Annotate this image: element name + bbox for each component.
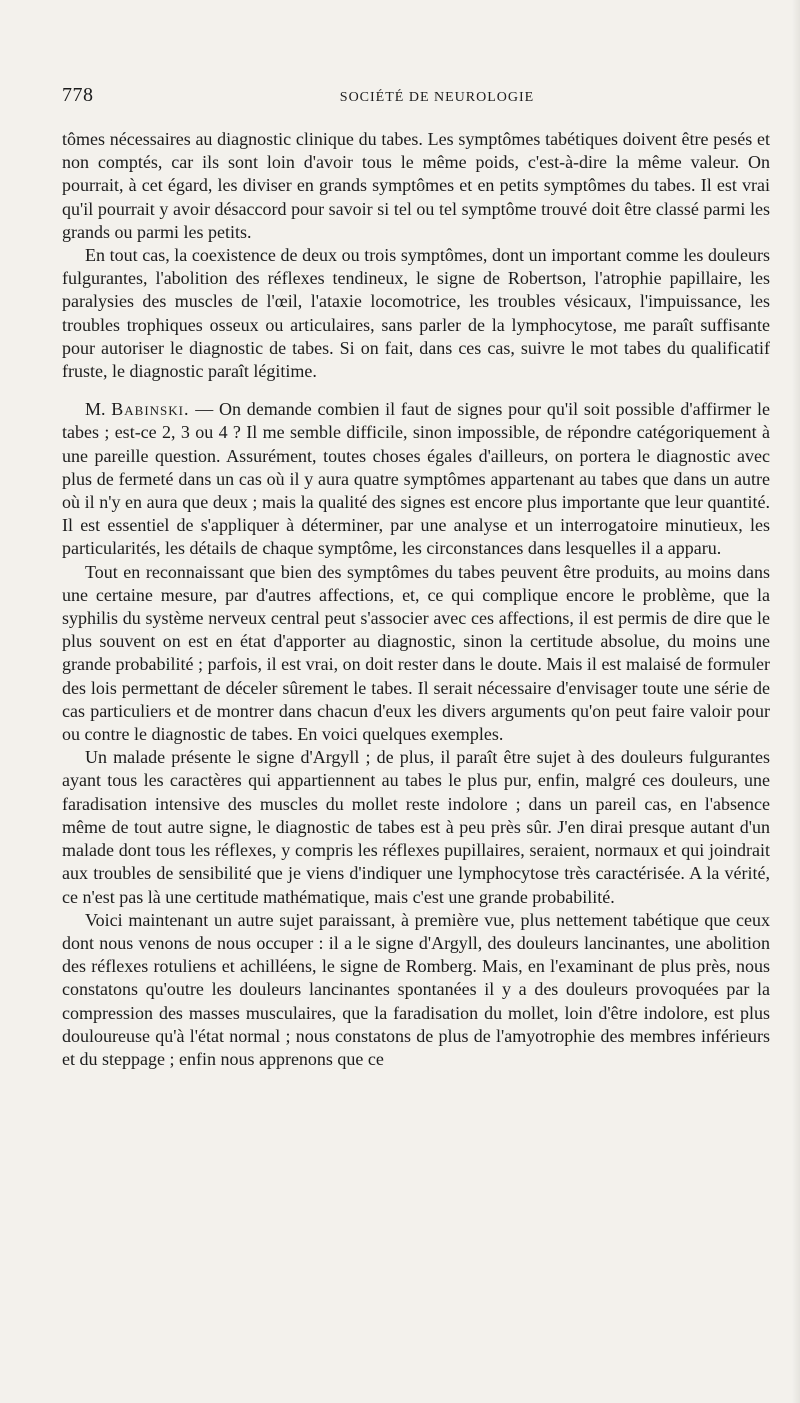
- paragraph: Un malade présente le signe d'Argyll ; de plus, il paraît être sujet à des douleurs fulgurantes ayant tous les caractères qui appartiennent au tabes le plus pur, enfin, malgré ces douleurs, une faradisation intensive des muscles du mollet reste indolore ; dans un pareil cas, en l'absence même de tout autre signe, le diagnostic de tabes est à peu près sûr. J'en dirai presque autant d'un malade dont tous les réflexes, y compris les réflexes pupillaires, seraient, normaux et qui joindrait aux troubles de sensibilité que je viens d'indiquer une lymphocytose très caractérisée. A la vérité, ce n'est pas là une certitude mathématique, mais c'est une grande probabilité.: [62, 747, 770, 907]
- speaker-text: — On demande combien il faut de signes pour qu'il soit possible d'affirmer le tabes ; est-ce 2, 3 ou 4 ? Il me semble difficile, sinon impossible, de répondre catégoriquement à une pareille question. Assurément, toutes choses égales d'ailleurs, on portera le diagnostic avec plus de fermeté dans un cas où il y aura quatre symptômes appartenant au tabes que dans un autre où il n'y en aura que deux ; mais la qualité des signes est encore plus importante que leur quantité. Il est essentiel de s'appliquer à déterminer, par une analyse et un interrogatoire minutieux, les particularités, les détails de chaque symptôme, les circonstances dans lesquelles il a apparu.: [62, 399, 770, 559]
- body-text: [62, 128, 770, 1071]
- paragraph: Tout en reconnaissant que bien des symptômes du tabes peuvent être produits, au moins dans une certaine mesure, par d'autres affections, et, ce qui complique encore le problème, que la syphilis du système nerveux central peut s'associer avec ces affections, il est permis de dire que le plus souvent on est en état d'apporter au diagnostic, sinon la certitude absolue, du moins une grande probabilité ; parfois, il est vrai, on doit rester dans le doute. Mais il est malaisé de formuler des lois permettant de déceler sûrement le tabes. Il serait nécessaire d'envisager toute une série de cas particuliers et de montrer dans chacun d'eux les divers arguments qu'on peut faire valoir pour ou contre le diagnostic de tabes. En voici quelques exemples.: [62, 561, 770, 745]
- paragraph: Voici maintenant un autre sujet paraissant, à première vue, plus nettement tabétique que ceux dont nous venons de nous occuper : il a le signe d'Argyll, des douleurs lancinantes, une abolition des réflexes rotuliens et achilléens, le signe de Romberg. Mais, en l'examinant de plus près, nous constatons qu'outre les douleurs lancinantes spontanées il y a des douleurs provoquées par la compression des masses musculaires, que la faradisation du mollet, loin d'être indolore, est plus douloureuse qu'à l'état normal ; nous constatons de plus de l'amyotrophie des membres inférieurs et du steppage ; enfin nous apprenons que ce: [62, 909, 770, 1069]
- running-title: SOCIÉTÉ DE NEUROLOGIE: [339, 90, 535, 105]
- paragraph-speaker: [62, 398, 770, 560]
- speaker-name: Babinski.: [111, 399, 190, 420]
- page-edge-shadow: [792, 0, 800, 1403]
- paragraph: tômes nécessaires au diagnostic clinique du tabes. Les symptômes tabétiques doivent être pesés et non comptés, car ils sont loin d'avoir tous le même poids, c'est-à-dire la même valeur. On pourrait, à cet égard, les diviser en grands symptômes et en petits symptômes du tabes. Il est vrai qu'il pourrait y avoir désaccord pour savoir si tel ou tel symptôme trouvé doit être classé parmi les grands ou parmi les petits.: [62, 129, 770, 242]
- speaker-prefix: M.: [85, 399, 106, 420]
- page-header: [62, 84, 772, 114]
- page-number: 778: [62, 84, 94, 106]
- paragraph: En tout cas, la coexistence de deux ou trois symptômes, dont un important comme les douleurs fulgurantes, l'abolition des réflexes tendineux, le signe de Robertson, l'atrophie papillaire, les paralysies des muscles de l'œil, l'ataxie locomotrice, les troubles vésicaux, l'impuissance, les troubles trophiques osseux ou articulaires, sans parler de la lymphocytose, me paraît suffisante pour autoriser le diagnostic de tabes. Si on fait, dans ces cas, suivre le mot tabes du qualificatif fruste, le diagnostic paraît légitime.: [62, 245, 770, 382]
